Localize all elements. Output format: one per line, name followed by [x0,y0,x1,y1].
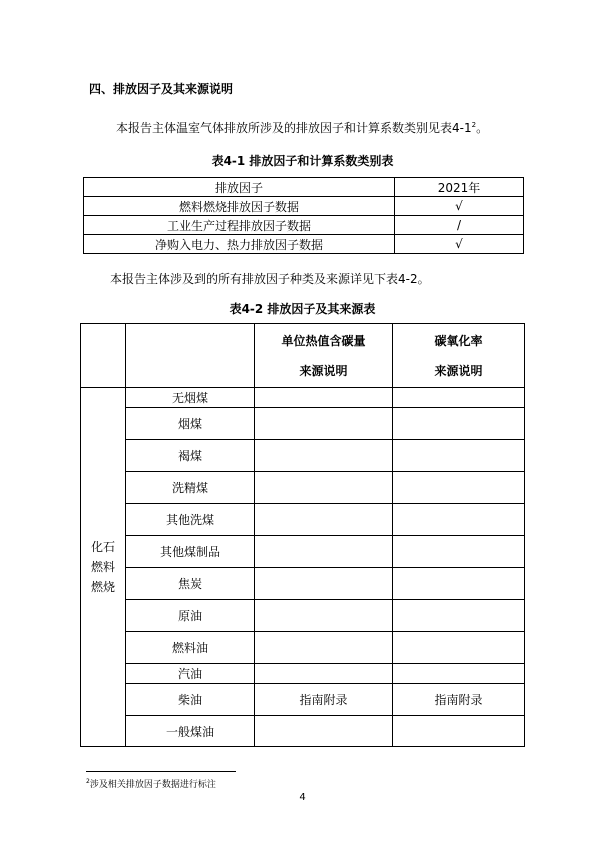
table-row [81,568,525,600]
fuel-name: 一般煤油 [126,716,255,747]
group-label-line: 化石 [90,540,115,554]
para2: 本报告主体涉及到的所有排放因子种类及来源详见下表4-2。 [110,272,430,286]
header-cell-empty [81,324,126,388]
table-row [84,235,524,254]
table-cell [393,472,525,504]
table-cell [393,664,525,684]
fuel-name: 洗精煤 [126,472,255,504]
table-row [81,504,525,536]
footnote-marker: 2 [86,778,90,785]
fuel-name: 原油 [126,600,255,632]
header-line: 单位热值含碳量 [281,333,366,348]
footnote-separator [86,771,236,772]
table-cell [255,504,393,536]
table-cell [393,632,525,664]
table-cell [255,472,393,504]
table-cell [255,664,393,684]
table-cell [393,568,525,600]
fuel-name: 汽油 [126,664,255,684]
header-line: 碳氧化率 [434,333,483,348]
table-cell: √ [395,197,524,216]
fuel-name: 柴油 [126,684,255,716]
table-row [81,716,525,747]
table-row [81,408,525,440]
header-cell: 2021年 [395,178,524,197]
table-row [81,600,525,632]
footnote-ref[interactable]: 2 [471,121,477,129]
fuel-name: 其他洗煤 [126,504,255,536]
table-cell [393,440,525,472]
table-cell [255,716,393,747]
header-cell-empty [126,324,255,388]
table-cell [393,388,525,408]
table-row [81,440,525,472]
table-cell [255,408,393,440]
table-cell [393,600,525,632]
table-cell: / [395,216,524,235]
fuel-name: 褐煤 [126,440,255,472]
table-cell: 燃料燃烧排放因子数据 [84,197,395,216]
table-row [81,536,525,568]
intro-paragraph [116,119,488,136]
header-cell-oxidation-rate [393,324,525,388]
table-cell [255,440,393,472]
group-label-fossil-fuel [81,388,126,747]
table-cell: √ [395,235,524,254]
table-cell: 净购入电力、热力排放因子数据 [84,235,395,254]
table-cell [393,408,525,440]
fuel-name: 燃料油 [126,632,255,664]
table-cell [255,632,393,664]
fuel-name: 其他煤制品 [126,536,255,568]
table-cell [393,716,525,747]
emission-factor-category-table [83,177,524,254]
footnote-text: 涉及相关排放因子数据进行标注 [89,780,216,790]
header-line: 来源说明 [434,363,483,378]
table-header-row [81,324,525,388]
header-cell-carbon-content [255,324,393,388]
table-row [81,388,525,408]
section-heading: 四、排放因子及其来源说明 [89,82,234,96]
table-cell [255,568,393,600]
table-cell [393,504,525,536]
footnote [86,777,216,790]
table-cell [255,536,393,568]
fuel-name: 无烟煤 [126,388,255,408]
table-row [81,664,525,684]
table2-caption: 表4-2 排放因子及其来源表 [229,302,376,316]
table-cell: 指南附录 [393,684,525,716]
intro-end: 。 [476,121,489,135]
page-number: 4 [299,792,306,803]
intro-text: 本报告主体温室气体排放所涉及的排放因子和计算系数类别见表4-1 [116,121,472,135]
fuel-name: 焦炭 [126,568,255,600]
table-row [81,632,525,664]
table-cell [255,600,393,632]
group-label-line: 燃料 [90,560,115,574]
fuel-name: 烟煤 [126,408,255,440]
emission-factor-source-table [80,323,525,747]
header-cell: 排放因子 [84,178,395,197]
table-row [81,684,525,716]
table-cell: 工业生产过程排放因子数据 [84,216,395,235]
table-cell: 指南附录 [255,684,393,716]
table1-caption: 表4-1 排放因子和计算系数类别表 [211,154,394,168]
table-cell [393,536,525,568]
table-cell [255,388,393,408]
table-row [81,472,525,504]
table-row [84,216,524,235]
header-line: 来源说明 [299,363,348,378]
table-row [84,197,524,216]
group-label-line: 燃烧 [90,580,115,594]
table-header-row [84,178,524,197]
